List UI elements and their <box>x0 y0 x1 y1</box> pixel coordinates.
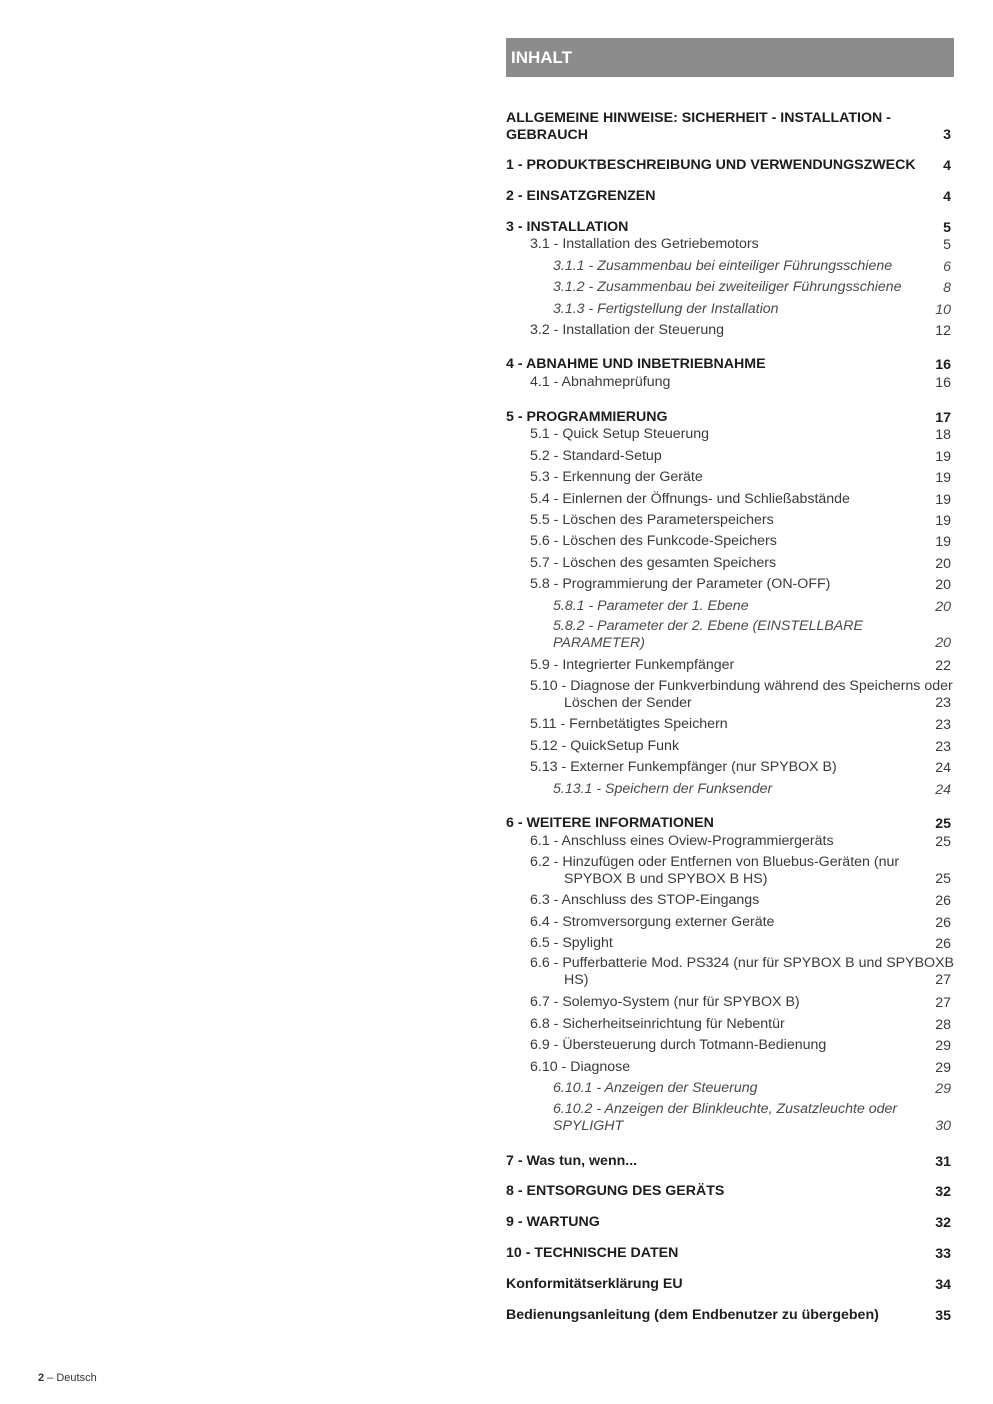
toc-entry <box>506 716 951 733</box>
toc-entry <box>506 1101 951 1134</box>
toc-entry-page-number: 20 <box>935 576 951 593</box>
toc-entry-page-number: 26 <box>935 892 951 909</box>
toc-entry-title: 6.7 - Solemyo-System (nur für SPYBOX B) <box>530 994 800 1010</box>
toc-entry-title: 6.10.1 - Anzeigen der Steuerung <box>553 1080 758 1096</box>
toc-entry-title: 5.5 - Löschen des Parameterspeichers <box>530 512 774 528</box>
toc-entry-title: 6.9 - Übersteuerung durch Totmann-Bedienung <box>530 1037 827 1053</box>
toc-entry-page-number: 24 <box>935 781 951 798</box>
toc-entry-title: 5.13 - Externer Funkempfänger (nur SPYBOX B) <box>530 759 837 775</box>
toc-entry-page-number: 16 <box>935 356 951 373</box>
toc-entry-page-number: 25 <box>935 815 951 832</box>
toc-entry-title: Konformitätserklärung EU <box>506 1276 683 1292</box>
toc-entry-page-number: 29 <box>935 1059 951 1076</box>
toc-entry <box>506 892 951 909</box>
toc-entry-page-number: 33 <box>935 1245 951 1262</box>
toc-entry-title: 5.8.1 - Parameter der 1. Ebene <box>553 598 749 614</box>
toc-entry-title: 7 - Was tun, wenn... <box>506 1153 638 1169</box>
toc-entry-page-number: 34 <box>935 1276 951 1293</box>
toc-entry <box>506 833 951 850</box>
toc-entry-title: 6.6 - Pufferbatterie Mod. PS324 (nur für SPYBOX B und SPYBOXB HS) <box>530 955 955 988</box>
toc-entry-title: 5.13.1 - Speichern der Funksender <box>553 781 773 797</box>
toc-entry <box>506 491 951 508</box>
toc-entry <box>506 678 951 711</box>
toc-entry <box>506 598 951 615</box>
toc-entry-page-number: 35 <box>935 1307 951 1324</box>
toc-entry <box>506 1214 951 1231</box>
toc-entry-page-number: 19 <box>935 512 951 529</box>
toc-entry-page-number: 23 <box>935 694 951 711</box>
toc-entry <box>506 618 951 651</box>
toc-entry <box>506 1307 951 1324</box>
toc-entry-page-number: 20 <box>935 555 951 572</box>
toc-entry-page-number: 29 <box>935 1037 951 1054</box>
toc-entry <box>506 258 951 275</box>
toc-entry <box>506 469 951 486</box>
toc-entry-title: 5.1 - Quick Setup Steuerung <box>530 426 710 442</box>
page-footer <box>38 1372 97 1384</box>
toc-entry-title: 4.1 - Abnahmeprüfung <box>530 374 671 390</box>
toc-entry <box>506 374 951 391</box>
footer-language: Deutsch <box>56 1372 97 1384</box>
toc-entry-title: 5.8 - Programmierung der Parameter (ON-OFF) <box>530 576 831 592</box>
toc-entry-title: 3.1.3 - Fertigstellung der Installation <box>553 301 779 317</box>
toc-entry-page-number: 23 <box>935 716 951 733</box>
toc-entry-title: 10 - TECHNISCHE DATEN <box>506 1245 679 1261</box>
toc-entry <box>506 555 951 572</box>
toc-entry-title: 3.1.2 - Zusammenbau bei zweiteiliger Führungsschiene <box>553 279 902 295</box>
toc-entry-page-number: 26 <box>935 935 951 952</box>
toc-entry-title: 9 - WARTUNG <box>506 1214 600 1230</box>
toc-entry-title: 6.3 - Anschluss des STOP-Eingangs <box>530 892 760 908</box>
toc-entry-page-number: 12 <box>935 322 951 339</box>
toc-entry-page-number: 17 <box>935 409 951 426</box>
toc-entry <box>506 188 951 205</box>
toc-entry-page-number: 20 <box>935 598 951 615</box>
toc-entry-title: 6.8 - Sicherheitseinrichtung für Nebentür <box>530 1016 785 1032</box>
toc-entry-page-number: 6 <box>943 258 951 275</box>
toc-entry-page-number: 18 <box>935 426 951 443</box>
toc-entry-page-number: 28 <box>935 1016 951 1033</box>
toc-entry <box>506 279 951 296</box>
toc-entry-page-number: 19 <box>935 533 951 550</box>
toc-entry <box>506 301 951 318</box>
toc-entry-title: 6.1 - Anschluss eines Oview-Programmiergeräts <box>530 833 834 849</box>
toc-entry <box>506 409 951 426</box>
toc-entry-title: 5.10 - Diagnose der Funkverbindung während des Speicherns oder Löschen der Sender <box>530 678 953 711</box>
toc-entry-title: 5.12 - QuickSetup Funk <box>530 738 680 754</box>
toc-entry <box>506 1059 951 1076</box>
toc-entry-page-number: 16 <box>935 374 951 391</box>
toc-entry-page-number: 22 <box>935 657 951 674</box>
toc-entry <box>506 657 951 674</box>
toc-entry-title: 6.4 - Stromversorgung externer Geräte <box>530 914 775 930</box>
footer-separator: – <box>44 1372 57 1384</box>
toc-entry-page-number: 4 <box>943 157 951 174</box>
contents-header-bar <box>506 38 954 77</box>
toc-entry-page-number: 19 <box>935 491 951 508</box>
toc-entry-page-number: 19 <box>935 469 951 486</box>
toc-entry-title: 6.10 - Diagnose <box>530 1059 631 1075</box>
toc-entry-page-number: 19 <box>935 448 951 465</box>
toc-entry-title: 5.2 - Standard-Setup <box>530 448 662 464</box>
toc-entry-page-number: 20 <box>935 634 951 651</box>
toc-entry <box>506 1153 951 1170</box>
toc-entry <box>506 738 951 755</box>
toc-entry <box>506 1080 951 1097</box>
toc-entry <box>506 1245 951 1262</box>
toc-entry-title: 6 - WEITERE INFORMATIONEN <box>506 815 714 831</box>
toc-entry <box>506 1037 951 1054</box>
toc-entry-page-number: 23 <box>935 738 951 755</box>
toc-entry-page-number: 29 <box>935 1080 951 1097</box>
toc-entry-title: 6.10.2 - Anzeigen der Blinkleuchte, Zusatzleuchte oder SPYLIGHT <box>553 1101 898 1134</box>
toc-entry <box>506 426 951 443</box>
toc-entry-page-number: 31 <box>935 1153 951 1170</box>
toc-entry-title: 1 - PRODUKTBESCHREIBUNG UND VERWENDUNGSZWECK <box>506 157 916 173</box>
toc-entry-page-number: 3 <box>943 126 951 143</box>
toc-entry-page-number: 4 <box>943 188 951 205</box>
toc-entry-page-number: 5 <box>943 219 951 236</box>
toc-entry <box>506 781 951 798</box>
toc-entry-page-number: 27 <box>935 994 951 1011</box>
toc-entry-title: 3.2 - Installation der Steuerung <box>530 322 725 338</box>
toc-entry-title: 5.7 - Löschen des gesamten Speichers <box>530 555 777 571</box>
toc-entry-page-number: 26 <box>935 914 951 931</box>
toc-entry-title: 5 - PROGRAMMIERUNG <box>506 409 668 425</box>
toc-entry <box>506 815 951 832</box>
toc-entry-page-number: 24 <box>935 759 951 776</box>
toc-entry <box>506 512 951 529</box>
toc-entry <box>506 854 951 887</box>
toc-entry-title: ALLGEMEINE HINWEISE: SICHERHEIT - INSTALLATION - GEBRAUCH <box>506 110 891 143</box>
toc-entry <box>506 356 951 373</box>
toc-entry-title: 4 - ABNAHME UND INBETRIEBNAHME <box>506 356 766 372</box>
toc-entry-title: 3.1.1 - Zusammenbau bei einteiliger Führungsschiene <box>553 258 893 274</box>
toc-entry <box>506 110 951 143</box>
toc-entry <box>506 935 951 952</box>
toc-entry <box>506 236 951 253</box>
toc-entry-page-number: 5 <box>943 236 951 253</box>
contents-title: INHALT <box>511 48 573 67</box>
toc-entry-title: 5.9 - Integrierter Funkempfänger <box>530 657 735 673</box>
toc-entry <box>506 955 955 988</box>
toc-entry-title: 5.8.2 - Parameter der 2. Ebene (EINSTELLBARE PARAMETER) <box>553 618 863 651</box>
toc-entry <box>506 1016 951 1033</box>
toc-entry-title: 6.5 - Spylight <box>530 935 613 951</box>
toc-entry-title: 8 - ENTSORGUNG DES GERÄTS <box>506 1183 725 1199</box>
toc-entry-title: 6.2 - Hinzufügen oder Entfernen von Bluebus-Geräten (nur SPYBOX B und SPYBOX B HS) <box>530 854 900 887</box>
toc-entry-title: 5.11 - Fernbetätigtes Speichern <box>530 716 728 732</box>
toc-entry-title: 2 - EINSATZGRENZEN <box>506 188 656 204</box>
toc-entry-title: 3.1 - Installation des Getriebemotors <box>530 236 759 252</box>
toc-entry <box>506 759 951 776</box>
toc-entry <box>506 219 951 236</box>
toc-entry <box>506 322 951 339</box>
toc-entry-page-number: 32 <box>935 1214 951 1231</box>
toc-entry-page-number: 25 <box>935 833 951 850</box>
toc-entry-page-number: 27 <box>935 971 951 988</box>
toc-entry <box>506 448 951 465</box>
toc-entry-page-number: 10 <box>935 301 951 318</box>
toc-entry-page-number: 30 <box>935 1117 951 1134</box>
toc-entry-title: 5.6 - Löschen des Funkcode-Speichers <box>530 533 777 549</box>
toc-entry <box>506 994 951 1011</box>
page-number: 2 <box>38 1372 45 1384</box>
toc-entry-title: 5.3 - Erkennung der Geräte <box>530 469 703 485</box>
toc-entry <box>506 1276 951 1293</box>
toc-entry-title: Bedienungsanleitung (dem Endbenutzer zu übergeben) <box>506 1307 879 1323</box>
toc-entry-title: 3 - INSTALLATION <box>506 219 629 235</box>
toc-entry <box>506 576 951 593</box>
toc-entry <box>506 914 951 931</box>
toc-entry-page-number: 32 <box>935 1183 951 1200</box>
toc-entry-page-number: 25 <box>935 870 951 887</box>
toc-entry-page-number: 8 <box>943 279 951 296</box>
toc-entry-title: 5.4 - Einlernen der Öffnungs- und Schließabstände <box>530 491 850 507</box>
toc-entry <box>506 1183 951 1200</box>
toc-entry <box>506 533 951 550</box>
toc-entry <box>506 157 951 174</box>
